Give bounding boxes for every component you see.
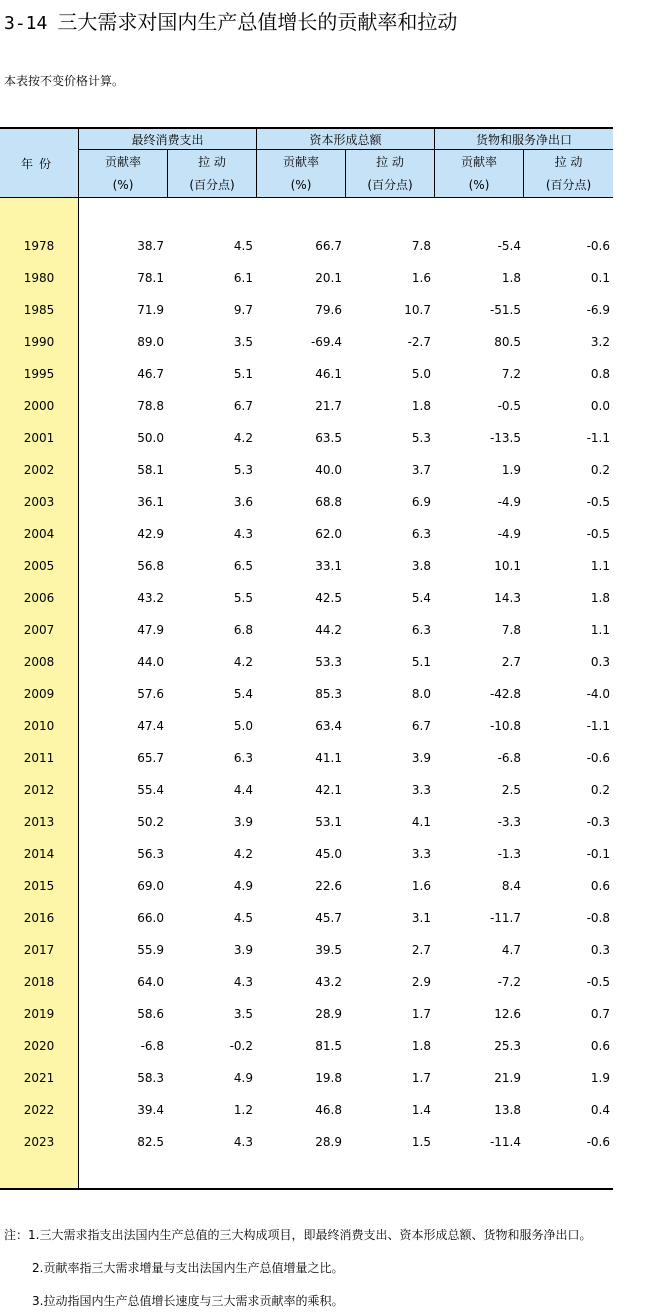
table-row	[0, 1100, 613, 1120]
year-cell: 2014	[23, 847, 55, 861]
capital-rate-cell: 63.5	[315, 431, 342, 445]
net-exports-pull-cell: 1.9	[590, 1071, 610, 1085]
consumption-rate-cell: 47.9	[137, 623, 164, 637]
footnote-1: 注：1.三大需求指支出法国内生产总值的三大构成项目，即最终消费支出、资本形成总额、货物和服务净出口。	[4, 1228, 592, 1242]
consumption-rate-cell: 82.5	[137, 1135, 164, 1149]
capital-rate-cell: 66.7	[315, 239, 342, 253]
col-header-line2: (百分点)	[367, 178, 413, 193]
col-header-line2: (%)	[112, 178, 134, 193]
capital-rate-cell: 53.3	[315, 655, 342, 669]
consumption-rate-cell: 89.0	[137, 335, 164, 349]
year-cell: 2018	[23, 975, 55, 989]
page-title	[4, 6, 457, 35]
capital-pull-cell: 3.7	[411, 463, 431, 477]
unit-note: 本表按不变价格计算。	[4, 74, 125, 88]
capital-rate-cell: 46.1	[315, 367, 342, 381]
table-row	[0, 332, 613, 352]
capital-pull-cell: 1.8	[411, 399, 431, 413]
capital-pull-cell: 3.3	[411, 847, 431, 861]
net-exports-pull-cell: -0.5	[586, 975, 610, 989]
table-header	[0, 127, 613, 198]
capital-rate-cell: 33.1	[315, 559, 342, 573]
consumption-pull-cell: 3.5	[233, 1007, 253, 1021]
table-row	[0, 972, 613, 992]
consumption-rate-cell: 58.1	[137, 463, 164, 477]
capital-rate-cell: 42.5	[315, 591, 342, 605]
year-cell: 2019	[23, 1007, 55, 1021]
consumption-pull-cell: 6.5	[233, 559, 253, 573]
consumption-pull-cell: 4.9	[233, 879, 253, 893]
capital-rate-cell: 42.1	[315, 783, 342, 797]
year-cell: 2021	[23, 1071, 55, 1085]
consumption-pull-cell: 6.1	[233, 271, 253, 285]
year-cell: 2022	[23, 1103, 55, 1117]
capital-pull-cell: 6.9	[411, 495, 431, 509]
capital-pull-cell: 5.0	[411, 367, 431, 381]
capital-pull-cell: 5.4	[411, 591, 431, 605]
group-header-capital: 资本形成总额	[257, 129, 435, 150]
year-cell: 2007	[23, 623, 55, 637]
net-exports-rate-cell: 7.8	[501, 623, 521, 637]
col-header-line1: 贡献率	[282, 154, 319, 169]
year-cell: 2001	[23, 431, 55, 445]
year-cell: 2012	[23, 783, 55, 797]
consumption-pull-cell: 3.6	[233, 495, 253, 509]
year-cell: 1985	[23, 303, 55, 317]
consumption-pull-cell: 9.7	[233, 303, 253, 317]
capital-pull-cell: 6.3	[411, 527, 431, 541]
net-exports-pull-cell: 0.0	[590, 399, 610, 413]
net-exports-rate-cell: 13.8	[494, 1103, 521, 1117]
year-cell: 2008	[23, 655, 55, 669]
consumption-pull-cell: 1.2	[233, 1103, 253, 1117]
consumption-rate-cell: 71.9	[137, 303, 164, 317]
table-row	[0, 940, 613, 960]
capital-pull-cell: 3.9	[411, 751, 431, 765]
net-exports-pull-cell: 1.8	[590, 591, 610, 605]
year-cell: 2003	[23, 495, 55, 509]
table-row	[0, 812, 613, 832]
capital-rate-cell: 68.8	[315, 495, 342, 509]
net-exports-pull-cell: 0.6	[590, 1039, 610, 1053]
year-cell: 2000	[23, 399, 55, 413]
capital-rate-cell: 62.0	[315, 527, 342, 541]
year-cell: 2010	[23, 719, 55, 733]
net-exports-rate-cell: -11.7	[489, 911, 521, 925]
net-exports-rate-cell: -4.9	[497, 527, 521, 541]
capital-rate-cell: 22.6	[315, 879, 342, 893]
consumption-pull-cell: 6.8	[233, 623, 253, 637]
capital-pull-cell: -2.7	[407, 335, 431, 349]
consumption-rate-cell: 47.4	[137, 719, 164, 733]
table-number: 3-14	[4, 13, 48, 34]
net-exports-pull-cell: 0.2	[590, 783, 610, 797]
consumption-pull-cell: 5.0	[233, 719, 253, 733]
table-row	[0, 684, 613, 704]
net-exports-rate-cell: -3.3	[497, 815, 521, 829]
capital-rate-cell: 44.2	[315, 623, 342, 637]
consumption-pull-cell: 6.3	[233, 751, 253, 765]
consumption-pull-cell: 4.9	[233, 1071, 253, 1085]
capital-rate-cell: 53.1	[315, 815, 342, 829]
consumption-pull-cell: 4.3	[233, 527, 253, 541]
consumption-pull-cell: 5.5	[233, 591, 253, 605]
net-exports-pull-cell: -0.1	[586, 847, 610, 861]
consumption-rate-cell: 66.0	[137, 911, 164, 925]
consumption-rate-cell: 38.7	[137, 239, 164, 253]
year-cell: 2020	[23, 1039, 55, 1053]
consumption-pull-cell: 4.5	[233, 911, 253, 925]
col-header-line2: (%)	[468, 178, 490, 193]
capital-rate-cell: 19.8	[315, 1071, 342, 1085]
net-exports-pull-cell: -0.6	[586, 751, 610, 765]
net-exports-rate-cell: 1.8	[501, 271, 521, 285]
net-exports-rate-cell: 14.3	[494, 591, 521, 605]
net-exports-rate-cell: 7.2	[501, 367, 521, 381]
table-row	[0, 1004, 613, 1024]
capital-rate-cell: 21.7	[315, 399, 342, 413]
col-header-line2: (百分点)	[189, 178, 235, 193]
net-exports-rate-cell: -7.2	[497, 975, 521, 989]
capital-pull-cell: 1.6	[411, 879, 431, 893]
consumption-pull-cell: 4.4	[233, 783, 253, 797]
capital-pull-cell: 5.1	[411, 655, 431, 669]
consumption-rate-cell: 78.8	[137, 399, 164, 413]
capital-rate-cell: -69.4	[310, 335, 342, 349]
consumption-rate-cell: 64.0	[137, 975, 164, 989]
col-header-consumption-pull	[168, 150, 256, 197]
col-header-line1: 拉 动	[554, 154, 583, 169]
net-exports-pull-cell: 0.7	[590, 1007, 610, 1021]
table-row	[0, 524, 613, 544]
consumption-pull-cell: -0.2	[229, 1039, 253, 1053]
capital-pull-cell: 3.1	[411, 911, 431, 925]
capital-rate-cell: 43.2	[315, 975, 342, 989]
table-row	[0, 1132, 613, 1152]
net-exports-pull-cell: -0.5	[586, 495, 610, 509]
col-header-line2: (百分点)	[545, 178, 592, 193]
capital-pull-cell: 1.7	[411, 1007, 431, 1021]
net-exports-rate-cell: 2.7	[501, 655, 521, 669]
table-row	[0, 492, 613, 512]
capital-pull-cell: 7.8	[411, 239, 431, 253]
consumption-rate-cell: -6.8	[140, 1039, 164, 1053]
net-exports-rate-cell: 4.7	[501, 943, 521, 957]
capital-pull-cell: 1.8	[411, 1039, 431, 1053]
table-row	[0, 620, 613, 640]
year-cell: 2016	[23, 911, 55, 925]
net-exports-rate-cell: -6.8	[497, 751, 521, 765]
capital-rate-cell: 39.5	[315, 943, 342, 957]
year-cell: 2006	[23, 591, 55, 605]
net-exports-pull-cell: 0.1	[590, 271, 610, 285]
capital-pull-cell: 2.7	[411, 943, 431, 957]
year-cell: 1995	[23, 367, 55, 381]
net-exports-pull-cell: 1.1	[590, 623, 610, 637]
table-row	[0, 1068, 613, 1088]
year-cell: 1990	[23, 335, 55, 349]
capital-rate-cell: 46.8	[315, 1103, 342, 1117]
col-header-net-exports-pull	[524, 150, 613, 197]
consumption-pull-cell: 4.5	[233, 239, 253, 253]
consumption-pull-cell: 5.1	[233, 367, 253, 381]
net-exports-pull-cell: 1.1	[590, 559, 610, 573]
consumption-rate-cell: 50.2	[137, 815, 164, 829]
col-header-line1: 贡献率	[104, 154, 141, 169]
net-exports-rate-cell: 10.1	[494, 559, 521, 573]
capital-rate-cell: 20.1	[315, 271, 342, 285]
year-cell: 2005	[23, 559, 55, 573]
net-exports-pull-cell: -6.9	[586, 303, 610, 317]
net-exports-pull-cell: 0.6	[590, 879, 610, 893]
consumption-pull-cell: 5.3	[233, 463, 253, 477]
consumption-rate-cell: 44.0	[137, 655, 164, 669]
net-exports-pull-cell: -0.3	[586, 815, 610, 829]
col-header-net-exports-rate	[435, 150, 523, 197]
col-header-line2: (%)	[290, 178, 312, 193]
table-row	[0, 556, 613, 576]
net-exports-rate-cell: -1.3	[497, 847, 521, 861]
consumption-rate-cell: 56.8	[137, 559, 164, 573]
consumption-pull-cell: 5.4	[233, 687, 253, 701]
footnote-3: 3.拉动指国内生产总值增长速度与三大需求贡献率的乘积。	[32, 1294, 344, 1308]
net-exports-pull-cell: -0.8	[586, 911, 610, 925]
net-exports-rate-cell: 21.9	[494, 1071, 521, 1085]
consumption-pull-cell: 4.2	[233, 847, 253, 861]
net-exports-rate-cell: 12.6	[494, 1007, 521, 1021]
year-cell: 2015	[23, 879, 55, 893]
net-exports-rate-cell: 1.9	[501, 463, 521, 477]
table-row	[0, 652, 613, 672]
table-row	[0, 460, 613, 480]
consumption-pull-cell: 4.3	[233, 975, 253, 989]
table-row	[0, 844, 613, 864]
consumption-rate-cell: 56.3	[137, 847, 164, 861]
group-header-consumption: 最终消费支出	[79, 129, 257, 150]
net-exports-rate-cell: -4.9	[497, 495, 521, 509]
col-header-capital-rate	[257, 150, 345, 197]
net-exports-rate-cell: -51.5	[489, 303, 521, 317]
net-exports-pull-cell: 0.2	[590, 463, 610, 477]
consumption-pull-cell: 3.5	[233, 335, 253, 349]
consumption-rate-cell: 65.7	[137, 751, 164, 765]
capital-rate-cell: 45.0	[315, 847, 342, 861]
col-header-consumption-rate	[79, 150, 167, 197]
consumption-rate-cell: 42.9	[137, 527, 164, 541]
consumption-rate-cell: 36.1	[137, 495, 164, 509]
net-exports-pull-cell: -1.1	[586, 719, 610, 733]
consumption-rate-cell: 69.0	[137, 879, 164, 893]
net-exports-pull-cell: 3.2	[590, 335, 610, 349]
capital-rate-cell: 45.7	[315, 911, 342, 925]
table-row	[0, 876, 613, 896]
capital-rate-cell: 41.1	[315, 751, 342, 765]
consumption-pull-cell: 3.9	[233, 943, 253, 957]
consumption-rate-cell: 43.2	[137, 591, 164, 605]
capital-pull-cell: 2.9	[411, 975, 431, 989]
capital-pull-cell: 6.3	[411, 623, 431, 637]
capital-pull-cell: 1.4	[411, 1103, 431, 1117]
net-exports-pull-cell: -0.6	[586, 1135, 610, 1149]
capital-pull-cell: 3.8	[411, 559, 431, 573]
col-header-line1: 拉 动	[198, 154, 226, 169]
capital-pull-cell: 6.7	[411, 719, 431, 733]
net-exports-pull-cell: 0.3	[590, 655, 610, 669]
net-exports-rate-cell: -13.5	[489, 431, 521, 445]
net-exports-rate-cell: 8.4	[501, 879, 521, 893]
consumption-pull-cell: 4.3	[233, 1135, 253, 1149]
consumption-rate-cell: 55.4	[137, 783, 164, 797]
capital-pull-cell: 1.6	[411, 271, 431, 285]
consumption-pull-cell: 4.2	[233, 431, 253, 445]
table-row	[0, 908, 613, 928]
year-cell: 2013	[23, 815, 55, 829]
year-cell: 1980	[23, 271, 55, 285]
consumption-rate-cell: 78.1	[137, 271, 164, 285]
capital-pull-cell: 5.3	[411, 431, 431, 445]
capital-pull-cell: 3.3	[411, 783, 431, 797]
year-cell: 1978	[23, 239, 55, 253]
capital-pull-cell: 4.1	[411, 815, 431, 829]
consumption-rate-cell: 50.0	[137, 431, 164, 445]
year-cell: 2002	[23, 463, 55, 477]
capital-rate-cell: 63.4	[315, 719, 342, 733]
consumption-pull-cell: 4.2	[233, 655, 253, 669]
table-row	[0, 268, 613, 288]
footnote-2: 2.贡献率指三大需求增量与支出法国内生产总值增量之比。	[32, 1261, 344, 1275]
year-cell: 2004	[23, 527, 55, 541]
table-title-text: 三大需求对国内生产总值增长的贡献率和拉动	[57, 10, 458, 34]
group-header-net-exports: 货物和服务净出口	[435, 129, 613, 150]
col-header-line1: 拉 动	[376, 154, 404, 169]
net-exports-pull-cell: -1.1	[586, 431, 610, 445]
table-row	[0, 428, 613, 448]
consumption-pull-cell: 3.9	[233, 815, 253, 829]
capital-rate-cell: 85.3	[315, 687, 342, 701]
capital-rate-cell: 79.6	[315, 303, 342, 317]
net-exports-pull-cell: -0.5	[586, 527, 610, 541]
net-exports-pull-cell: 0.4	[590, 1103, 610, 1117]
net-exports-rate-cell: 25.3	[494, 1039, 521, 1053]
consumption-rate-cell: 55.9	[137, 943, 164, 957]
net-exports-rate-cell: 80.5	[494, 335, 521, 349]
consumption-pull-cell: 6.7	[233, 399, 253, 413]
data-table	[0, 127, 613, 1190]
year-cell: 2023	[23, 1135, 55, 1149]
year-cell: 2011	[23, 751, 55, 765]
net-exports-rate-cell: -42.8	[489, 687, 521, 701]
consumption-rate-cell: 57.6	[137, 687, 164, 701]
capital-rate-cell: 28.9	[315, 1007, 342, 1021]
consumption-rate-cell: 58.6	[137, 1007, 164, 1021]
net-exports-rate-cell: -5.4	[497, 239, 521, 253]
net-exports-rate-cell: 2.5	[501, 783, 521, 797]
table-row	[0, 588, 613, 608]
net-exports-rate-cell: -11.4	[489, 1135, 521, 1149]
col-header-line1: 贡献率	[460, 154, 497, 169]
table-row	[0, 780, 613, 800]
capital-rate-cell: 81.5	[315, 1039, 342, 1053]
consumption-rate-cell: 39.4	[137, 1103, 164, 1117]
capital-rate-cell: 40.0	[315, 463, 342, 477]
table-row	[0, 396, 613, 416]
capital-pull-cell: 1.7	[411, 1071, 431, 1085]
table-row	[0, 748, 613, 768]
net-exports-pull-cell: -4.0	[586, 687, 610, 701]
net-exports-rate-cell: -10.8	[489, 719, 521, 733]
consumption-rate-cell: 46.7	[137, 367, 164, 381]
capital-pull-cell: 8.0	[411, 687, 431, 701]
capital-pull-cell: 1.5	[411, 1135, 431, 1149]
col-header-capital-pull	[346, 150, 434, 197]
net-exports-pull-cell: -0.6	[586, 239, 610, 253]
consumption-rate-cell: 58.3	[137, 1071, 164, 1085]
net-exports-pull-cell: 0.3	[590, 943, 610, 957]
year-column-header: 年份	[0, 129, 79, 197]
table-row	[0, 364, 613, 384]
table-row	[0, 1036, 613, 1056]
net-exports-rate-cell: -0.5	[497, 399, 521, 413]
capital-rate-cell: 28.9	[315, 1135, 342, 1149]
net-exports-pull-cell: 0.8	[590, 367, 610, 381]
table-row	[0, 716, 613, 736]
year-cell: 2009	[23, 687, 55, 701]
capital-pull-cell: 10.7	[404, 303, 431, 317]
table-row	[0, 236, 613, 256]
table-body	[0, 198, 613, 1190]
table-row	[0, 300, 613, 320]
year-cell: 2017	[23, 943, 55, 957]
